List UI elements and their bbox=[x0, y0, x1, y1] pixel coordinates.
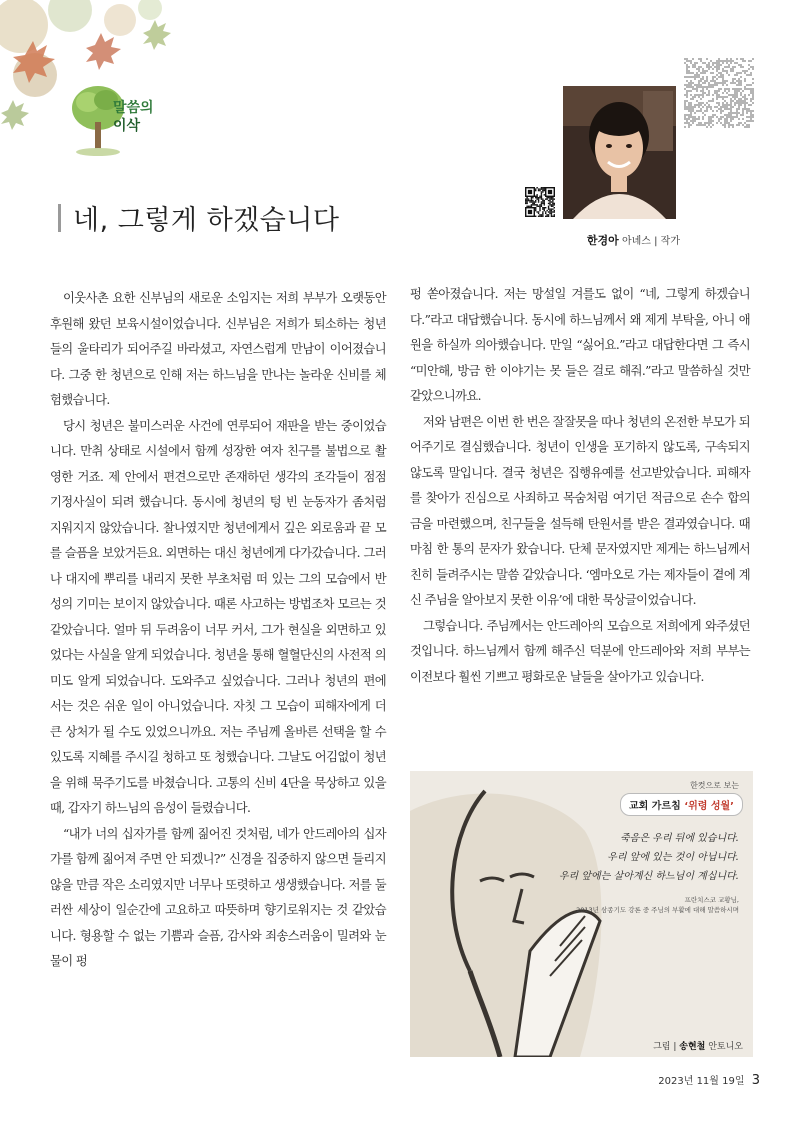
issue-date: 2023년 11월 19일 bbox=[658, 1076, 745, 1087]
section-badge-word2: 이삭 bbox=[113, 118, 141, 134]
article-column-left bbox=[50, 286, 386, 975]
byline-separator: | bbox=[654, 236, 658, 247]
paragraph: 그렇습니다. 주님께서는 안드레아의 모습으로 저희에게 와주셨던 것입니다. 하느님께서 함께 해주신 덕분에 안드레아와 저희 부부는 이전보다 훨씬 기쁘고 평화로운 날들을 살아가고 있습니다. bbox=[410, 618, 750, 684]
artwork-headline bbox=[620, 793, 743, 816]
author-byline bbox=[560, 232, 680, 248]
paragraph: 저와 남편은 이번 한 번은 잘잘못을 따나 청년의 온전한 부모가 되어주기로 결심했습니다. 청년이 인생을 포기하지 않도록, 구속되지 않도록 말입니다. 결국 청년은 집행유예를 선고받았습니다. 피해자를 찾아가 진심으로 사죄하고 목숨처럼 여기던 적금으로 손수 합의금을 마련했으며, 친구들을 설득해 탄원서를 받은 결과였습니다. 때마침 한 통의 문자가 왔습니다. 단체 문자였지만 제게는 하느님께서 친히 들려주시는 말씀 같았습니다. ‘엠마오로 가는 제자들이 곁에 계신 주님을 알아보지 못한 이유’에 대한 묵상글이었습니다. bbox=[410, 414, 750, 607]
author-role: 작가 bbox=[660, 236, 680, 247]
quote-line: 우리 앞에 있는 것이 아닙니다. bbox=[607, 852, 739, 863]
author-baptismal-name: 아녜스 bbox=[621, 236, 651, 247]
artwork-quote bbox=[519, 829, 739, 886]
quote-line: 우리 앞에는 살아계신 하느님이 계십니다. bbox=[558, 871, 739, 882]
quote-line: 죽음은 우리 뒤에 있습니다. bbox=[620, 833, 739, 844]
artwork-source bbox=[489, 895, 739, 915]
credit-separator: | bbox=[673, 1042, 677, 1052]
title-accent-bar bbox=[58, 204, 61, 232]
credit-name: 송현철 bbox=[679, 1042, 706, 1052]
credit-label: 그림 bbox=[653, 1042, 671, 1052]
artwork-subtitle: 한컷으로 보는 bbox=[690, 781, 739, 790]
author-name: 한경아 bbox=[586, 234, 619, 247]
source-line: 프란치스코 교황님, bbox=[684, 896, 739, 904]
page-footer bbox=[658, 1072, 760, 1088]
illustration-panel bbox=[410, 771, 753, 1057]
qr-code-icon[interactable] bbox=[525, 187, 555, 217]
section-badge-word1: 말씀의 bbox=[113, 100, 154, 116]
page-number: 3 bbox=[751, 1073, 760, 1088]
credit-baptismal: 안토니오 bbox=[708, 1042, 743, 1052]
article-column-right bbox=[410, 282, 750, 690]
artwork-credit bbox=[653, 1039, 743, 1052]
qr-code-icon[interactable] bbox=[684, 58, 754, 128]
artwork-headline-prefix: 교회 가르침 bbox=[628, 801, 681, 812]
paragraph: 당시 청년은 불미스러운 사건에 연루되어 재판을 받는 중이었습니다. 만취 상태로 시설에서 함께 성장한 여자 친구를 불법으로 촬영한 거죠. 제 안에서 편견으로만 존재하던 생각의 조각들이 점점 기정사실이 되려 했습니다. 동시에 청년의 텅 빈 눈동자가 좀처럼 지워지지 않았습니다. 찰나였지만 청년에게서 깊은 외로움과 끝 모를 슬픔을 보았거든요. 외면하는 대신 청년에게 다가갔습니다. 그러나 대지에 뿌리를 내리지 못한 부초처럼 떠 있는 그의 모습에서 반성의 기미는 보이지 않았습니다. 때론 사고하는 방법조차 모르는 것 같았습니다. 얼마 뒤 두려움이 너무 커서, 그가 현실을 외면하고 있었다는 사실을 알게 되었습니다. 청년을 통해 혈혈단신의 사전적 의미도 알게 되었습니다. 도와주고 싶었습니다. 그러나 청년의 편에 서는 것은 쉬운 일이 아니었습니다. 자칫 그 모습이 피해자에게 더 큰 상처가 될 수도 있었으니까요. 저는 주님께 올바른 선택을 할 수 있도록 지혜를 주시길 청하고 또 청했습니다. 그날도 어김없이 청년을 위해 묵주기도를 바쳤습니다. 고통의 신비 4단을 묵상하고 있을 때, 갑자기 하느님의 음성이 들렸습니다. bbox=[50, 418, 386, 815]
paragraph: 펑 쏟아졌습니다. 저는 망설일 겨를도 없이 “네, 그렇게 하겠습니다.”라고 대답했습니다. 동시에 하느님께서 왜 제게 부탁을, 아니 애원을 하실까 의아했습니다. 만일 “싫어요.”라고 대답한다면 그 즉시 “미안해, 방금 한 이야기는 못 들은 걸로 해줘.”라고 말씀하실 것만 같았으니까요. bbox=[410, 287, 750, 403]
author-photo bbox=[563, 86, 676, 219]
paragraph: “내가 너의 십자가를 함께 짊어진 것처럼, 네가 안드레아의 십자가를 함께 짊어져 주면 안 되겠니?” 신경을 집중하지 않으면 들리지 않을 만큼 작은 소리였지만 너무나 또렷하고 생생했습니다. 저를 둘러싼 세상이 일순간에 고요하고 따뜻하며 향기로워지는 것 같았습니다. 형용할 수 없는 기쁨과 슬픔, 감사와 죄송스러움이 밀려와 눈물이 펑 bbox=[50, 826, 386, 968]
source-line: 2013년 삼종기도 강론 중 주님의 부활에 대해 말씀하시며 bbox=[576, 906, 739, 914]
paragraph: 이웃사촌 요한 신부님의 새로운 소임지는 저희 부부가 오랫동안 후원해 왔던 보육시설이었습니다. 신부님은 저희가 퇴소하는 청년들의 울타리가 되어주길 바라셨고, 자연스럽게 만남이 이어졌습니다. 그중 한 청년으로 인해 저는 하느님을 만나는 놀라운 신비를 체험했습니다. bbox=[50, 291, 386, 407]
page-title: 네, 그렇게 하겠습니다 bbox=[73, 205, 340, 236]
artwork-headline-highlight: ‘위령 성월’ bbox=[684, 801, 734, 812]
